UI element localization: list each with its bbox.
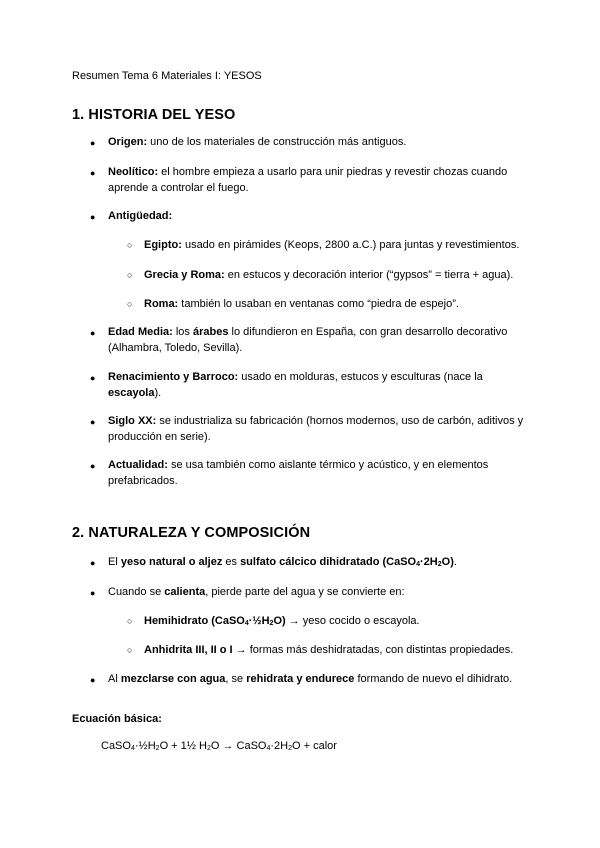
list-item-anhidrita: Anhidrita III, II o I → formas más deshidratadas, con distintas propiedades. — [144, 644, 514, 656]
list-item-antiguedad: Antigüedad: — [108, 210, 173, 222]
list-item-grecia-roma: Grecia y Roma: en estucos y decoración interior (“gypsos” = tierra + agua). — [144, 269, 514, 281]
list-item-hemihidrato: Hemihidrato (CaSO4·½H2O) → yeso cocido o escayola. — [144, 615, 420, 627]
bullet-icon: ● — [90, 461, 96, 471]
list-item-edad-media: Edad Media: los árabes lo difundieron en España, con gran desarrollo decorativo (Alhambra, Toledo, Sevilla). — [108, 326, 508, 354]
list-item-origen: Origen: uno de los materiales de construcción más antiguos. — [108, 136, 407, 148]
circle-bullet-icon: ○ — [127, 645, 133, 655]
circle-bullet-icon: ○ — [127, 616, 133, 626]
section-2-heading: 2. NATURALEZA Y COMPOSICIÓN — [72, 525, 311, 541]
bullet-icon: ● — [90, 212, 96, 222]
chemical-equation: CaSO4·½H2O + 1½ H2O → CaSO4·2H2O + calor — [101, 740, 337, 752]
list-item-siglo-xx: Siglo XX: se industrializa su fabricación (hornos modernos, uso de carbón, aditivos y producción en serie). — [108, 415, 524, 443]
circle-bullet-icon: ○ — [127, 270, 133, 280]
list-item-neolitico: Neolítico: el hombre empieza a usarlo para unir piedras y revestir chozas cuando aprende a controlar el fuego. — [108, 166, 508, 194]
list-item-renacimiento: Renacimiento y Barroco: usado en molduras, estucos y esculturas (nace la escayola). — [108, 371, 483, 399]
bullet-icon: ● — [90, 558, 96, 568]
document-title: Resumen Tema 6 Materiales I: YESOS — [72, 70, 262, 82]
list-item-actualidad: Actualidad: se usa también como aislante térmico y acústico, y en elementos prefabricados. — [108, 459, 489, 487]
section-1-heading: 1. HISTORIA DEL YESO — [72, 107, 236, 123]
bullet-icon: ● — [90, 168, 96, 178]
bullet-icon: ● — [90, 675, 96, 685]
circle-bullet-icon: ○ — [127, 299, 133, 309]
bullet-icon: ● — [90, 328, 96, 338]
bullet-icon: ● — [90, 138, 96, 148]
bullet-icon: ● — [90, 588, 96, 598]
equation-heading: Ecuación básica: — [72, 713, 162, 725]
list-item-calienta: Cuando se calienta, pierde parte del agua y se convierte en: — [108, 586, 405, 598]
bullet-icon: ● — [90, 373, 96, 383]
circle-bullet-icon: ○ — [127, 240, 133, 250]
list-item-yeso-natural: El yeso natural o aljez es sulfato cálcico dihidratado (CaSO4·2H2O). — [108, 556, 457, 568]
list-item-egipto: Egipto: usado en pirámides (Keops, 2800 a.C.) para juntas y revestimientos. — [144, 239, 520, 251]
bullet-icon: ● — [90, 417, 96, 427]
list-item-roma: Roma: también lo usaban en ventanas como “piedra de espejo”. — [144, 298, 459, 310]
list-item-mezclarse: Al mezclarse con agua, se rehidrata y endurece formando de nuevo el dihidrato. — [108, 673, 513, 685]
